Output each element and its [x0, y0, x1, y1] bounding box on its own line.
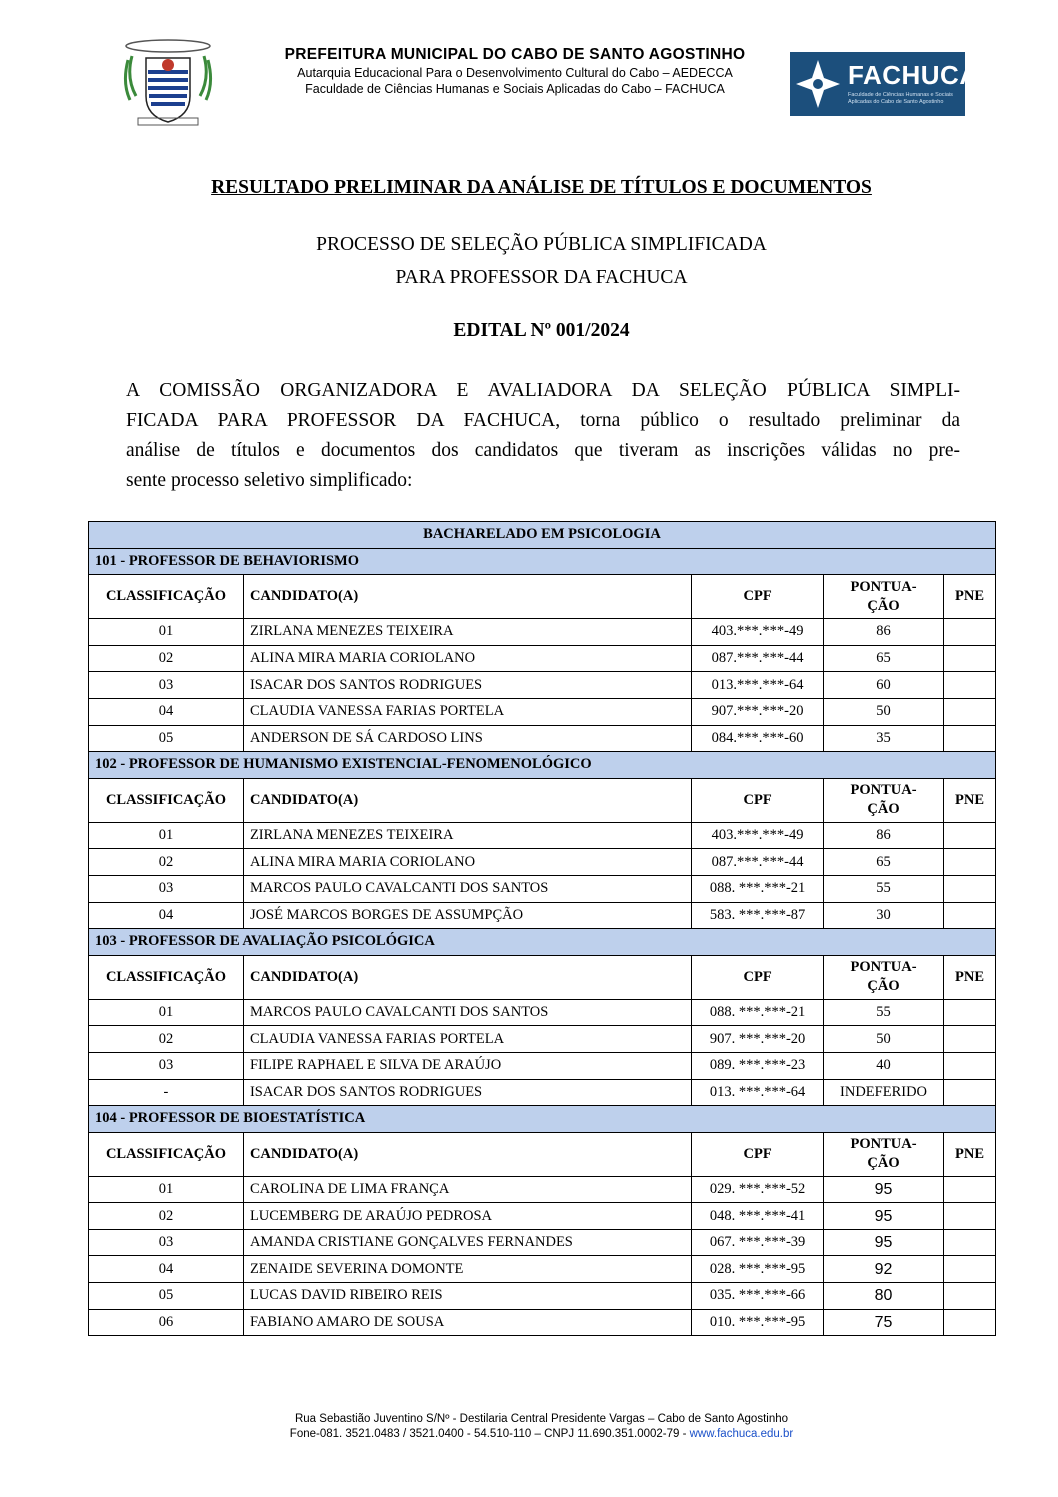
cell-cpf: 088. ***.***-21 [692, 999, 824, 1026]
cell-score: 86 [824, 619, 944, 646]
footer-website-link[interactable]: www.fachuca.edu.br [689, 1428, 794, 1440]
cell-cpf: 403.***.***-49 [692, 822, 824, 849]
municipal-coat-of-arms-icon [118, 38, 218, 130]
table-row [89, 1283, 996, 1310]
header-cpf: CPF [692, 778, 824, 822]
cell-pne [943, 999, 995, 1026]
cell-pne [943, 1309, 995, 1336]
page-footer [0, 1412, 1058, 1442]
header-classificacao: CLASSIFICAÇÃO [89, 778, 244, 822]
header-pne: PNE [943, 575, 995, 619]
header-pontuacao-line-2: ÇÃO [867, 597, 900, 614]
cell-pne [943, 1176, 995, 1203]
table-row [89, 725, 996, 752]
cell-rank: 03 [89, 1229, 244, 1256]
table-row [89, 1176, 996, 1203]
header-pontuacao [824, 1132, 944, 1176]
header-classificacao: CLASSIFICAÇÃO [89, 575, 244, 619]
header-candidato: CANDIDATO(A) [243, 778, 691, 822]
cell-pne [943, 619, 995, 646]
cell-pne [943, 822, 995, 849]
cell-pne [943, 1283, 995, 1310]
cell-pne [943, 1203, 995, 1230]
cell-name: ISACAR DOS SANTOS RODRIGUES [243, 1079, 691, 1106]
table-row [89, 1203, 996, 1230]
course-row [89, 522, 996, 549]
cell-name: CAROLINA DE LIMA FRANÇA [243, 1176, 691, 1203]
cell-name: LUCEMBERG DE ARAÚJO PEDROSA [243, 1203, 691, 1230]
fachuca-logo [790, 52, 979, 116]
cell-name: ANDERSON DE SÁ CARDOSO LINS [243, 725, 691, 752]
cell-score: 95 [824, 1203, 944, 1230]
footer-phone-cnpj: Fone-081. 3521.0483 / 3521.0400 - 54.510-110 – CNPJ 11.690.351.0002-79 - [289, 1428, 690, 1440]
header-pontuacao-line-2: ÇÃO [867, 978, 900, 995]
header-pontuacao-line-1: PONTUA- [850, 578, 917, 595]
cell-pne [943, 849, 995, 876]
group-title: 104 - PROFESSOR DE BIOESTATÍSTICA [89, 1106, 996, 1133]
header-line-2: Faculdade de Ciências Humanas e Sociais Aplicadas do Cabo – FACHUCA [305, 82, 725, 96]
cell-pne [943, 1052, 995, 1079]
cell-score: 50 [824, 1026, 944, 1053]
cell-name: CLAUDIA VANESSA FARIAS PORTELA [243, 1026, 691, 1053]
header-pontuacao-line-1: PONTUA- [850, 782, 917, 799]
header-pne: PNE [943, 1132, 995, 1176]
cell-score: 55 [824, 875, 944, 902]
cell-name: MARCOS PAULO CAVALCANTI DOS SANTOS [243, 875, 691, 902]
cell-pne [943, 902, 995, 929]
cell-cpf: 010. ***.***-95 [692, 1309, 824, 1336]
cell-pne [943, 1256, 995, 1283]
cell-name: ZIRLANA MENEZES TEIXEIRA [243, 822, 691, 849]
cell-rank: - [89, 1079, 244, 1106]
page-header [0, 0, 1058, 140]
header-title: PREFEITURA MUNICIPAL DO CABO DE SANTO AGOSTINHO [284, 46, 746, 63]
cell-name: ALINA MIRA MARIA CORIOLANO [243, 645, 691, 672]
cell-cpf: 087.***.***-44 [692, 849, 824, 876]
cell-rank: 03 [89, 1052, 244, 1079]
cell-score: 50 [824, 698, 944, 725]
cell-name: ZIRLANA MENEZES TEIXEIRA [243, 619, 691, 646]
group-title: 103 - PROFESSOR DE AVALIAÇÃO PSICOLÓGICA [89, 929, 996, 956]
cell-score: 40 [824, 1052, 944, 1079]
cell-rank: 01 [89, 619, 244, 646]
cell-rank: 05 [89, 1283, 244, 1310]
cell-cpf: 029. ***.***-52 [692, 1176, 824, 1203]
cell-pne [943, 1229, 995, 1256]
header-line-1: Autarquia Educacional Para o Desenvolvimento Cultural do Cabo – AEDECCA [297, 66, 733, 80]
cell-cpf: 088. ***.***-21 [692, 875, 824, 902]
cell-name: CLAUDIA VANESSA FARIAS PORTELA [243, 698, 691, 725]
logo-text: FACHUCA [848, 60, 979, 90]
table-row [89, 1309, 996, 1336]
table-row [89, 1079, 996, 1106]
header-cpf: CPF [692, 575, 824, 619]
fachuca-star-icon [792, 52, 844, 116]
cell-cpf: 089. ***.***-23 [692, 1052, 824, 1079]
cell-rank: 02 [89, 1026, 244, 1053]
table-row [89, 822, 996, 849]
table-row [89, 875, 996, 902]
cell-pne [943, 1026, 995, 1053]
cell-score: 80 [824, 1283, 944, 1310]
header-pontuacao-line-1: PONTUA- [850, 1136, 917, 1153]
cell-cpf: 087.***.***-44 [692, 645, 824, 672]
intro-line: análise de títulos e documentos dos candidatos que tiveram as inscrições válidas no pre- [126, 440, 960, 461]
cell-rank: 06 [89, 1309, 244, 1336]
group-row [89, 752, 996, 779]
table-row [89, 1229, 996, 1256]
footer-address: Rua Sebastião Juventino S/Nº - Destilaria Central Presidente Vargas – Cabo de Santo Agostinho [294, 1413, 789, 1425]
intro-line: sente processo seletivo simplificado: [126, 470, 413, 491]
cell-name: AMANDA CRISTIANE GONÇALVES FERNANDES [243, 1229, 691, 1256]
header-text-block [220, 46, 810, 96]
cell-cpf: 907. ***.***-20 [692, 1026, 824, 1053]
footer-contact [0, 1427, 1058, 1442]
table-row [89, 672, 996, 699]
header-pontuacao-line-2: ÇÃO [867, 801, 900, 818]
cell-score: 65 [824, 849, 944, 876]
cell-rank: 01 [89, 1176, 244, 1203]
cell-cpf: 013.***.***-64 [692, 672, 824, 699]
cell-cpf: 907.***.***-20 [692, 698, 824, 725]
header-cpf: CPF [692, 955, 824, 999]
cell-score: 55 [824, 999, 944, 1026]
document-title: RESULTADO PRELIMINAR DA ANÁLISE DE TÍTULOS E DOCUMENTOS [211, 177, 872, 198]
cell-score: 30 [824, 902, 944, 929]
column-header-row [89, 575, 996, 619]
logo-subtext: Faculdade de Ciências Humanas e Sociais Aplicadas do Cabo de Santo Agostinho [848, 92, 953, 105]
cell-rank: 03 [89, 672, 244, 699]
cell-cpf: 028. ***.***-95 [692, 1256, 824, 1283]
header-pne: PNE [943, 955, 995, 999]
header-pontuacao [824, 955, 944, 999]
group-row [89, 1106, 996, 1133]
cell-cpf: 035. ***.***-66 [692, 1283, 824, 1310]
course-title: BACHARELADO EM PSICOLOGIA [89, 522, 996, 549]
table-row [89, 849, 996, 876]
cell-score: INDEFERIDO [824, 1079, 944, 1106]
cell-rank: 01 [89, 999, 244, 1026]
cell-name: ISACAR DOS SANTOS RODRIGUES [243, 672, 691, 699]
cell-name: MARCOS PAULO CAVALCANTI DOS SANTOS [243, 999, 691, 1026]
table-row [89, 1052, 996, 1079]
header-classificacao: CLASSIFICAÇÃO [89, 1132, 244, 1176]
cell-score: 95 [824, 1176, 944, 1203]
group-title: 102 - PROFESSOR DE HUMANISMO EXISTENCIAL-FENOMENOLÓGICO [89, 752, 996, 779]
table-row [89, 645, 996, 672]
cell-pne [943, 1079, 995, 1106]
intro-paragraph [126, 376, 960, 496]
column-header-row [89, 955, 996, 999]
cell-name: ALINA MIRA MARIA CORIOLANO [243, 849, 691, 876]
edital-number: EDITAL Nº 001/2024 [453, 320, 630, 341]
intro-line: A COMISSÃO ORGANIZADORA E AVALIADORA DA SELEÇÃO PÚBLICA SIMPLI- [126, 380, 960, 401]
table-row [89, 999, 996, 1026]
cell-rank: 04 [89, 902, 244, 929]
table-row [89, 1026, 996, 1053]
header-pontuacao [824, 778, 944, 822]
header-candidato: CANDIDATO(A) [243, 575, 691, 619]
cell-rank: 05 [89, 725, 244, 752]
cell-cpf: 048. ***.***-41 [692, 1203, 824, 1230]
table-row [89, 1256, 996, 1283]
group-row [89, 929, 996, 956]
cell-score: 60 [824, 672, 944, 699]
cell-pne [943, 875, 995, 902]
cell-cpf: 403.***.***-49 [692, 619, 824, 646]
cell-score: 35 [824, 725, 944, 752]
cell-rank: 02 [89, 849, 244, 876]
cell-rank: 04 [89, 698, 244, 725]
process-line-2: PARA PROFESSOR DA FACHUCA [395, 267, 688, 288]
cell-score: 92 [824, 1256, 944, 1283]
cell-score: 65 [824, 645, 944, 672]
table-row [89, 698, 996, 725]
column-header-row [89, 778, 996, 822]
cell-score: 86 [824, 822, 944, 849]
group-title: 101 - PROFESSOR DE BEHAVIORISMO [89, 548, 996, 575]
header-pontuacao [824, 575, 944, 619]
cell-pne [943, 645, 995, 672]
cell-cpf: 067. ***.***-39 [692, 1229, 824, 1256]
header-classificacao: CLASSIFICAÇÃO [89, 955, 244, 999]
header-pontuacao-line-2: ÇÃO [867, 1155, 900, 1172]
cell-name: ZENAIDE SEVERINA DOMONTE [243, 1256, 691, 1283]
intro-line: FICADA PARA PROFESSOR DA FACHUCA, torna público o resultado preliminar da [126, 410, 960, 431]
cell-score: 95 [824, 1229, 944, 1256]
cell-rank: 04 [89, 1256, 244, 1283]
cell-name: FILIPE RAPHAEL E SILVA DE ARAÚJO [243, 1052, 691, 1079]
column-header-row [89, 1132, 996, 1176]
header-cpf: CPF [692, 1132, 824, 1176]
cell-cpf: 583. ***.***-87 [692, 902, 824, 929]
cell-name: JOSÉ MARCOS BORGES DE ASSUMPÇÃO [243, 902, 691, 929]
cell-name: LUCAS DAVID RIBEIRO REIS [243, 1283, 691, 1310]
cell-rank: 03 [89, 875, 244, 902]
header-candidato: CANDIDATO(A) [243, 1132, 691, 1176]
cell-pne [943, 672, 995, 699]
header-pontuacao-line-1: PONTUA- [850, 959, 917, 976]
cell-pne [943, 725, 995, 752]
header-candidato: CANDIDATO(A) [243, 955, 691, 999]
table-row [89, 902, 996, 929]
cell-cpf: 013. ***.***-64 [692, 1079, 824, 1106]
header-pne: PNE [943, 778, 995, 822]
group-row [89, 548, 996, 575]
cell-name: FABIANO AMARO DE SOUSA [243, 1309, 691, 1336]
cell-score: 75 [824, 1309, 944, 1336]
cell-pne [943, 698, 995, 725]
process-line-1: PROCESSO DE SELEÇÃO PÚBLICA SIMPLIFICADA [316, 234, 767, 255]
cell-rank: 02 [89, 645, 244, 672]
cell-rank: 01 [89, 822, 244, 849]
table-row [89, 619, 996, 646]
cell-rank: 02 [89, 1203, 244, 1230]
results-table [88, 521, 996, 1336]
cell-cpf: 084.***.***-60 [692, 725, 824, 752]
